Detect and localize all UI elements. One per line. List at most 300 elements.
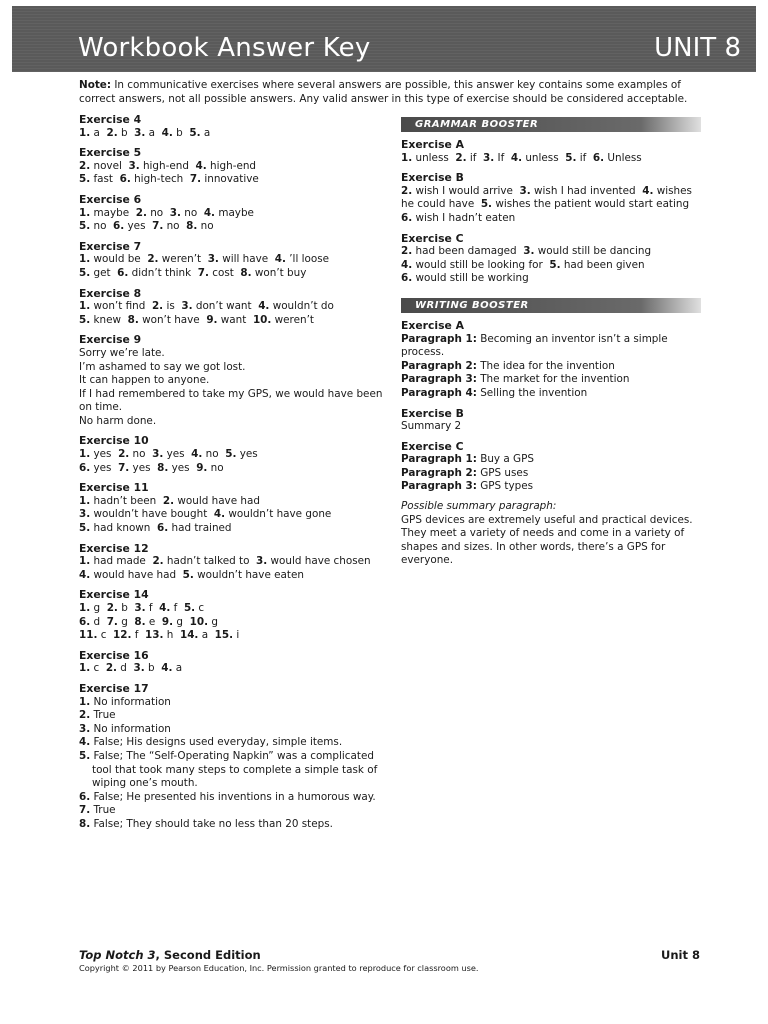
answer-line (79, 662, 384, 676)
answer-text: would have had (90, 568, 183, 581)
answer-number: 9. (206, 313, 218, 326)
answer-line (79, 207, 384, 221)
answer-line (79, 736, 384, 750)
answer-number: Paragraph 3: (401, 373, 477, 386)
answer-number: 2. (79, 159, 91, 172)
answer-number: 5. (79, 173, 91, 186)
answer-text: will have (218, 253, 275, 266)
exercise-title: Exercise 6 (79, 192, 142, 206)
answer-text: no (146, 206, 170, 219)
exercise-block (401, 232, 701, 286)
answer-number: 4. (274, 253, 286, 266)
answer-number: 11. (79, 629, 98, 642)
answer-text: g (208, 615, 218, 628)
exercise-block (79, 481, 384, 535)
answer-text: is (163, 300, 182, 313)
answer-line (79, 818, 384, 832)
answer-number: 2. (105, 662, 117, 675)
answer-text: a (172, 662, 183, 675)
answer-number: 9. (196, 461, 208, 474)
exercise-block (79, 193, 384, 234)
answer-text: yes (90, 448, 119, 461)
unit-label: UNIT 8 (654, 33, 741, 63)
answer-text: a (198, 629, 215, 642)
writing-booster-section (401, 319, 701, 494)
answer-line (79, 374, 384, 388)
answer-number: 4. (258, 300, 270, 313)
answer-number: 3. (207, 253, 219, 266)
answer-text: Sorry we’re late. (79, 346, 165, 359)
answer-text: unless (412, 151, 456, 164)
answer-text: g (90, 602, 107, 614)
answer-text: The idea for the invention (476, 359, 615, 372)
answer-text: no (197, 220, 214, 233)
writing-booster-bar: WRITING BOOSTER (401, 298, 701, 313)
answer-number: 3. (483, 151, 495, 164)
answer-number: Paragraph 1: (401, 453, 477, 466)
answer-number: 10. (189, 615, 209, 628)
answer-text: would still be looking for (412, 258, 550, 271)
exercise-block (79, 146, 384, 187)
answer-number: 5. (549, 258, 561, 271)
answer-number: 3. (134, 126, 146, 139)
answer-text: no (180, 206, 204, 219)
answer-line (401, 185, 701, 212)
answer-text: won’t find (90, 300, 152, 313)
answer-line (79, 495, 384, 509)
exercise-title: Exercise 9 (79, 333, 142, 347)
answer-line (79, 462, 384, 476)
answer-text: would have chosen (267, 555, 371, 568)
answer-number: 6. (79, 615, 91, 628)
answer-number: 12. (113, 629, 132, 642)
answer-text: c (195, 602, 205, 614)
answer-number: 3. (152, 448, 164, 461)
answer-number: 4. (159, 602, 171, 614)
answer-number: 1. (79, 494, 91, 507)
answer-text: yes (124, 220, 153, 233)
grammar-booster-section (401, 138, 701, 286)
exercise-title: Exercise 17 (79, 681, 149, 695)
answer-text: GPS types (476, 480, 534, 493)
answer-number: 3. (79, 722, 91, 735)
answer-number: 4. (79, 568, 91, 581)
answer-text: yes (90, 461, 119, 474)
answer-line (79, 791, 384, 805)
answer-text: no (202, 448, 226, 461)
answer-line (401, 152, 701, 166)
answer-text: GPS uses (476, 466, 529, 479)
answer-text: unless (522, 151, 566, 164)
answer-text: g (173, 615, 190, 628)
answer-number: 6. (401, 272, 413, 285)
answer-text: d (117, 662, 134, 675)
answer-number: 5. (565, 151, 577, 164)
exercise-block (401, 138, 701, 165)
answer-text: a (90, 126, 107, 139)
footer-book-title (79, 948, 261, 962)
answer-text: don’t want (192, 300, 259, 313)
summary-paragraph: GPS devices are extremely useful and practical devices. They meet a variety of needs and come in a variety of shapes and sizes. In other words, there’s a GPS for everyone. (401, 513, 693, 567)
answer-text: Buy a GPS (476, 453, 534, 466)
answer-text: knew (90, 313, 128, 326)
answer-text: c (97, 629, 114, 642)
answer-number: 1. (79, 448, 91, 461)
answer-line (79, 300, 384, 314)
answer-line (401, 467, 701, 481)
answer-line (401, 387, 701, 401)
answer-text: had been damaged (412, 245, 524, 258)
answer-number: 4. (401, 258, 413, 271)
answer-number: 9. (161, 615, 174, 628)
answer-text: maybe (90, 206, 136, 219)
answer-text: won’t buy (251, 266, 307, 279)
answer-number: 1. (79, 602, 91, 614)
exercise-title: Exercise C (401, 439, 464, 453)
exercise-title: Exercise 8 (79, 286, 142, 300)
answer-text: had been given (560, 258, 645, 271)
answer-line (79, 750, 384, 791)
answer-text: had trained (168, 522, 232, 535)
answer-text: i (233, 629, 240, 642)
answer-number: 6. (401, 211, 413, 224)
note-paragraph (79, 78, 699, 106)
answer-text: get (90, 266, 118, 279)
answer-text: f (131, 629, 146, 642)
answer-text: hadn’t talked to (163, 555, 257, 568)
exercise-title: Exercise 10 (79, 434, 149, 448)
answer-number: 3. (169, 206, 181, 219)
answer-text: a (145, 126, 162, 139)
answer-text: yes (236, 448, 258, 461)
answer-line (79, 388, 384, 415)
answer-text: high-tech (130, 173, 190, 186)
answer-number: 7. (197, 266, 209, 279)
exercise-block (79, 240, 384, 281)
answer-text: wouldn’t have gone (225, 508, 332, 521)
answer-line (401, 420, 701, 434)
answer-line (79, 616, 384, 630)
answer-number: 5. (225, 448, 237, 461)
exercise-block (401, 171, 701, 225)
exercise-block (79, 542, 384, 583)
answer-number: Paragraph 1: (401, 332, 477, 345)
answer-number: 2. (151, 300, 164, 313)
answer-number: 4. (203, 206, 216, 219)
exercise-block (401, 319, 701, 401)
answer-text: If (494, 151, 511, 164)
answer-text: False; They should take no less than 20 steps. (90, 817, 333, 830)
answer-number: 5. (79, 266, 91, 279)
answer-number: 7. (79, 804, 91, 817)
answer-text: Becoming an inventor isn’t a simple process. (401, 332, 671, 359)
page-header (12, 6, 756, 72)
footer-book-rest: , Second Edition (155, 948, 261, 962)
answer-line (79, 253, 384, 267)
answer-text: Summary 2 (401, 420, 462, 433)
answer-number: 4. (161, 126, 173, 139)
answer-number: 4. (642, 184, 654, 197)
answer-number: 5. (182, 568, 194, 581)
exercise-block (79, 682, 384, 832)
answer-number: 5. (79, 220, 91, 233)
answer-text: wish I had invented (530, 184, 643, 197)
answer-line (401, 373, 701, 387)
answer-number: 2. (118, 448, 130, 461)
answer-number: 3. (133, 662, 145, 675)
answer-number: 2. (152, 555, 164, 568)
answer-number: 1. (79, 555, 91, 568)
answer-text: ’ll loose (285, 253, 330, 266)
answer-number: 2. (401, 245, 413, 258)
answer-line (79, 723, 384, 737)
answer-number: 3. (523, 245, 535, 258)
answer-number: 3. (79, 508, 91, 521)
answer-line (79, 267, 384, 281)
answer-number: 5. (183, 602, 196, 614)
answer-number: Paragraph 3: (401, 480, 477, 493)
answer-number: 8. (240, 266, 252, 279)
answer-number: 4. (161, 662, 173, 675)
answer-number: 1. (79, 253, 91, 266)
answer-text: False; He presented his inventions in a humorous way. (90, 790, 376, 803)
answer-text: yes (129, 461, 158, 474)
copyright-text: Copyright © 2011 by Pearson Education, Inc. Permission granted to reproduce for classroom use. (79, 963, 479, 973)
answer-number: 2. (135, 206, 147, 219)
exercise-title: Exercise 14 (79, 588, 149, 602)
page-title: Workbook Answer Key (78, 33, 371, 63)
exercise-title: Exercise 12 (79, 541, 149, 555)
answer-line (79, 173, 384, 187)
answer-line (79, 448, 384, 462)
answer-text: It can happen to anyone. (79, 374, 210, 387)
answer-text: had known (90, 522, 157, 535)
answer-number: 3. (134, 602, 146, 614)
answer-text: b (172, 126, 190, 139)
answer-text: False; His designs used everyday, simple items. (90, 736, 343, 749)
answer-number: 6. (113, 220, 125, 233)
answer-line (79, 160, 384, 174)
answer-line (79, 415, 384, 429)
answer-text: g (117, 615, 135, 628)
answer-number: 6. (117, 266, 129, 279)
answer-number: 5. (79, 522, 91, 535)
exercise-block (79, 113, 384, 140)
answer-text: had made (90, 555, 153, 568)
answer-text: wouldn’t have bought (90, 508, 214, 521)
answer-line (79, 602, 384, 616)
answer-line (79, 804, 384, 818)
answer-text: hadn’t been (90, 494, 163, 507)
answer-number: 1. (79, 126, 91, 139)
answer-text: would still be working (412, 272, 529, 285)
exercise-title: Exercise B (401, 171, 464, 185)
answer-text: cost (208, 266, 241, 279)
exercise-block (79, 649, 384, 676)
exercise-title: Exercise 4 (79, 113, 142, 126)
answer-text: yes (163, 448, 192, 461)
answer-line (401, 480, 701, 494)
grammar-booster-bar: GRAMMAR BOOSTER (401, 117, 701, 132)
answer-text: wish I would arrive (412, 184, 520, 197)
answer-line (79, 696, 384, 710)
answer-text: yes (168, 461, 197, 474)
answer-number: 8. (127, 313, 139, 326)
answer-number: 1. (79, 206, 91, 219)
answer-number: 10. (252, 313, 272, 326)
answer-text: no (207, 461, 224, 474)
answer-text: wish I hadn’t eaten (412, 211, 516, 224)
answer-number: 8. (79, 817, 91, 830)
answer-number: Paragraph 2: (401, 359, 477, 372)
answer-number: 14. (179, 629, 199, 642)
answer-text: c (90, 662, 106, 675)
answer-line (79, 569, 384, 583)
answer-text: fast (90, 173, 120, 186)
answer-number: 15. (214, 629, 234, 642)
answer-text: would have had (174, 494, 260, 507)
answer-text: f (145, 602, 160, 614)
answer-number: 2. (147, 253, 159, 266)
answer-line (79, 347, 384, 361)
answer-number: 4. (510, 151, 523, 164)
answer-line (401, 360, 701, 374)
answer-number: 3. (519, 184, 531, 197)
answer-line (79, 361, 384, 375)
answer-text: d (90, 615, 107, 628)
answer-number: 6. (79, 790, 91, 803)
answer-line (79, 220, 384, 234)
left-column (79, 113, 384, 838)
right-column (401, 117, 701, 568)
note-label: Note: (79, 79, 112, 91)
answer-text: a (200, 126, 211, 139)
answer-text: wishes he could have (401, 184, 696, 211)
answer-line (401, 453, 701, 467)
answer-text: would still be dancing (534, 245, 652, 258)
answer-number: 2. (79, 709, 91, 722)
answer-number: 3. (256, 555, 268, 568)
exercise-title: Exercise A (401, 318, 464, 332)
answer-text: want (217, 313, 253, 326)
answer-text: b (117, 602, 135, 614)
answer-number: 13. (145, 629, 164, 642)
answer-text: b (144, 662, 162, 675)
possible-summary-label: Possible summary paragraph: (401, 500, 557, 513)
answer-number: 6. (157, 522, 169, 535)
answer-text: b (117, 126, 135, 139)
answer-text: e (145, 615, 162, 628)
answer-number: 2. (162, 494, 175, 507)
answer-number: 4. (213, 508, 226, 521)
answer-text: If I had remembered to take my GPS, we would have been on time. (79, 387, 386, 414)
answer-number: 4. (79, 736, 91, 749)
answer-text: I’m ashamed to say we got lost. (79, 360, 246, 373)
answer-text: Selling the invention (476, 386, 588, 399)
exercise-block (401, 440, 701, 494)
answer-text: False; The “Self-Operating Napkin” was a complicated tool that took many steps to complete a simple task of wiping one’s mouth. (90, 749, 381, 790)
answer-number: 1. (79, 300, 91, 313)
answer-number: 4. (195, 159, 207, 172)
answer-line (79, 555, 384, 569)
exercise-block (401, 407, 701, 434)
answer-text: no (129, 448, 153, 461)
answer-line (79, 629, 384, 643)
answer-text: No harm done. (79, 414, 157, 427)
answer-number: 7. (152, 220, 164, 233)
answer-text: No information (90, 695, 171, 708)
answer-line (79, 127, 384, 141)
answer-number: 7. (189, 173, 202, 186)
answer-number: 2. (106, 602, 118, 614)
exercise-title: Exercise 7 (79, 239, 142, 253)
answer-text: True (90, 709, 116, 722)
answer-text: maybe (215, 206, 254, 219)
answer-text: no (90, 220, 114, 233)
answer-number: 1. (401, 151, 413, 164)
answer-number: 3. (181, 300, 193, 313)
answer-line (401, 272, 701, 286)
answer-number: Paragraph 2: (401, 466, 477, 479)
answer-text: weren’t (271, 313, 314, 326)
answer-text: f (170, 602, 184, 614)
answer-line (79, 508, 384, 522)
answer-number: 6. (79, 461, 91, 474)
exercise-title: Exercise C (401, 231, 464, 245)
exercise-title: Exercise A (401, 138, 464, 151)
answer-line (401, 245, 701, 259)
answer-text: would be (90, 253, 148, 266)
answer-text: Unless (604, 151, 642, 164)
exercise-title: Exercise B (401, 406, 464, 420)
exercise-title: Exercise 5 (79, 146, 142, 160)
answer-number: 6. (592, 151, 605, 164)
answer-number: 3. (128, 159, 140, 172)
answer-text: weren’t (158, 253, 208, 266)
answer-number: 2. (401, 184, 413, 197)
answer-number: 8. (157, 461, 169, 474)
answer-text: if (466, 151, 484, 164)
note-text: In communicative exercises where several answers are possible, this answer key contains some examples of correct answers, not all possible answers. Any valid answer in this type of exercise should be considered acceptable. (79, 79, 688, 105)
answer-text: if (576, 151, 593, 164)
answer-number: 2. (455, 151, 467, 164)
footer-unit: Unit 8 (661, 948, 700, 962)
exercise-title: Exercise 16 (79, 648, 149, 662)
answer-number: 4. (191, 448, 203, 461)
answer-text: wouldn’t do (269, 300, 334, 313)
answer-line (401, 259, 701, 273)
answer-number: 1. (79, 662, 91, 675)
exercise-block (79, 434, 384, 475)
answer-text: wishes the patient would start eating (492, 198, 690, 211)
answer-number: 1. (79, 695, 91, 708)
answer-text: high-end (206, 159, 257, 172)
answer-number: 5. (79, 749, 91, 762)
answer-text: won’t have (138, 313, 207, 326)
answer-number: 7. (106, 615, 118, 628)
answer-text: wouldn’t have eaten (193, 568, 304, 581)
answer-text: No information (90, 722, 171, 735)
exercise-title: Exercise 11 (79, 481, 149, 495)
answer-text: The market for the invention (476, 373, 630, 386)
answer-number: 6. (119, 173, 131, 186)
answer-text: h (163, 629, 180, 642)
footer-book-italic: Top Notch 3 (79, 948, 156, 962)
answer-line (401, 333, 701, 360)
answer-text: True (90, 804, 116, 817)
answer-text: innovative (201, 173, 259, 186)
answer-line (79, 314, 384, 328)
